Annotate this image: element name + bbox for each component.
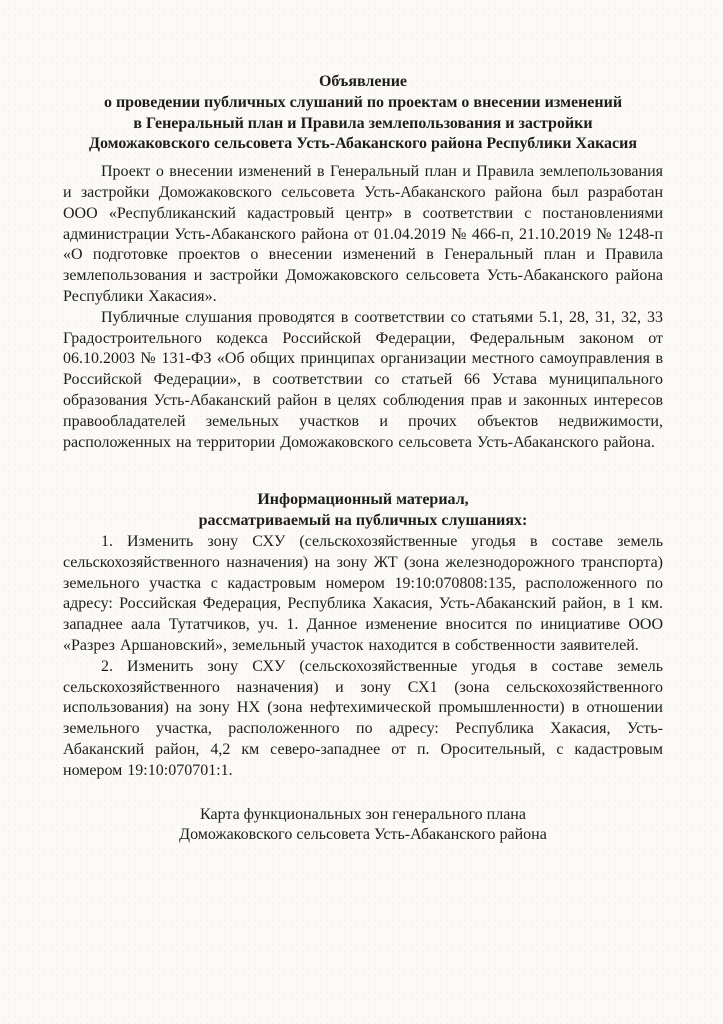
document-title-line-1: Объявление — [318, 73, 408, 90]
paragraph-legal-basis: Публичные слушания проводятся в соответствии со статьями 5.1, 28, 31, 32, 33 Градостроительного кодекса Российской Федерации, Федеральным законом от 06.10.2003 № 131-ФЗ «Об общих принципах организации местного самоуправления в Российской Федерации», в соответствии со статьей 66 Устава муниципального образования Усть-Абаканский район в целях соблюдения прав и законных интересов правообладателей земельных участков и прочих объектов недвижимости, расположенных на территории Доможаковского сельсовета Усть-Абаканского района. — [63, 308, 663, 451]
info-item-2: 2. Изменить зону СХУ (сельскохозяйственные угодья в составе земель сельскохозяйственного назначения) и зону СХ1 (зона сельскохозяйственного использования) на зону НХ (зона нефтехимической промышленности) в отношении земельного участка, расположенного по адресу: Республика Хакасия, Усть-Абаканский район, 4,2 км северо-западнее от п. Оросительный, с кадастровым номером 19:10:070701:1. — [63, 657, 663, 779]
map-caption-line-2: Доможаковского сельсовета Усть-Абаканского района — [179, 826, 547, 844]
paragraph-project-origin: Проект о внесении изменений в Генеральный план и Правила землепользования и застройки Доможаковского сельсовета Усть-Абаканского района был разработан ООО «Республиканский кадастровый центр» в соответствии с постановлениями администрации Усть-Абаканского района от 01.04.2019 № 466-п, 21.10.2019 № 1248-п «О подготовке проектов о внесении изменений в Генеральный план и Правила землепользования и застройки Доможаковского сельсовета Усть-Абаканского района Республики Хакасия». — [63, 163, 663, 305]
document-title-line-2: о проведении публичных слушаний по проектам о внесении изменений — [103, 93, 623, 111]
section-heading-line-1: Информационный материал, — [257, 491, 469, 509]
map-caption — [63, 805, 663, 847]
info-item-1: 1. Изменить зону СХУ (сельскохозяйственные угодья в составе земель сельскохозяйственного назначения) на зону ЖТ (зона железнодорожного транспорта) земельного участка с кадастровым номером 19:10:070808:135, расположенного по адресу: Российская Федерация, Республика Хакасия, Усть-Абаканский район, в 1 км. западнее аала Тутатчиков, уч. 1. Данное изменение вносится по инициативе ООО «Разрез Аршановский», земельный участок находится в собственности заявителей. — [63, 532, 663, 654]
document-title-line-4: Доможаковского сельсовета Усть-Абаканского района Республики Хакасия — [88, 135, 638, 153]
section-heading-line-2: рассматриваемый на публичных слушаниях: — [198, 512, 528, 530]
document-title-line-3: в Генеральный план и Правила землепользования и застройки — [133, 114, 593, 132]
document-title — [63, 72, 663, 155]
section-heading — [63, 490, 663, 532]
map-caption-line-1: Карта функциональных зон генерального плана — [200, 805, 526, 823]
